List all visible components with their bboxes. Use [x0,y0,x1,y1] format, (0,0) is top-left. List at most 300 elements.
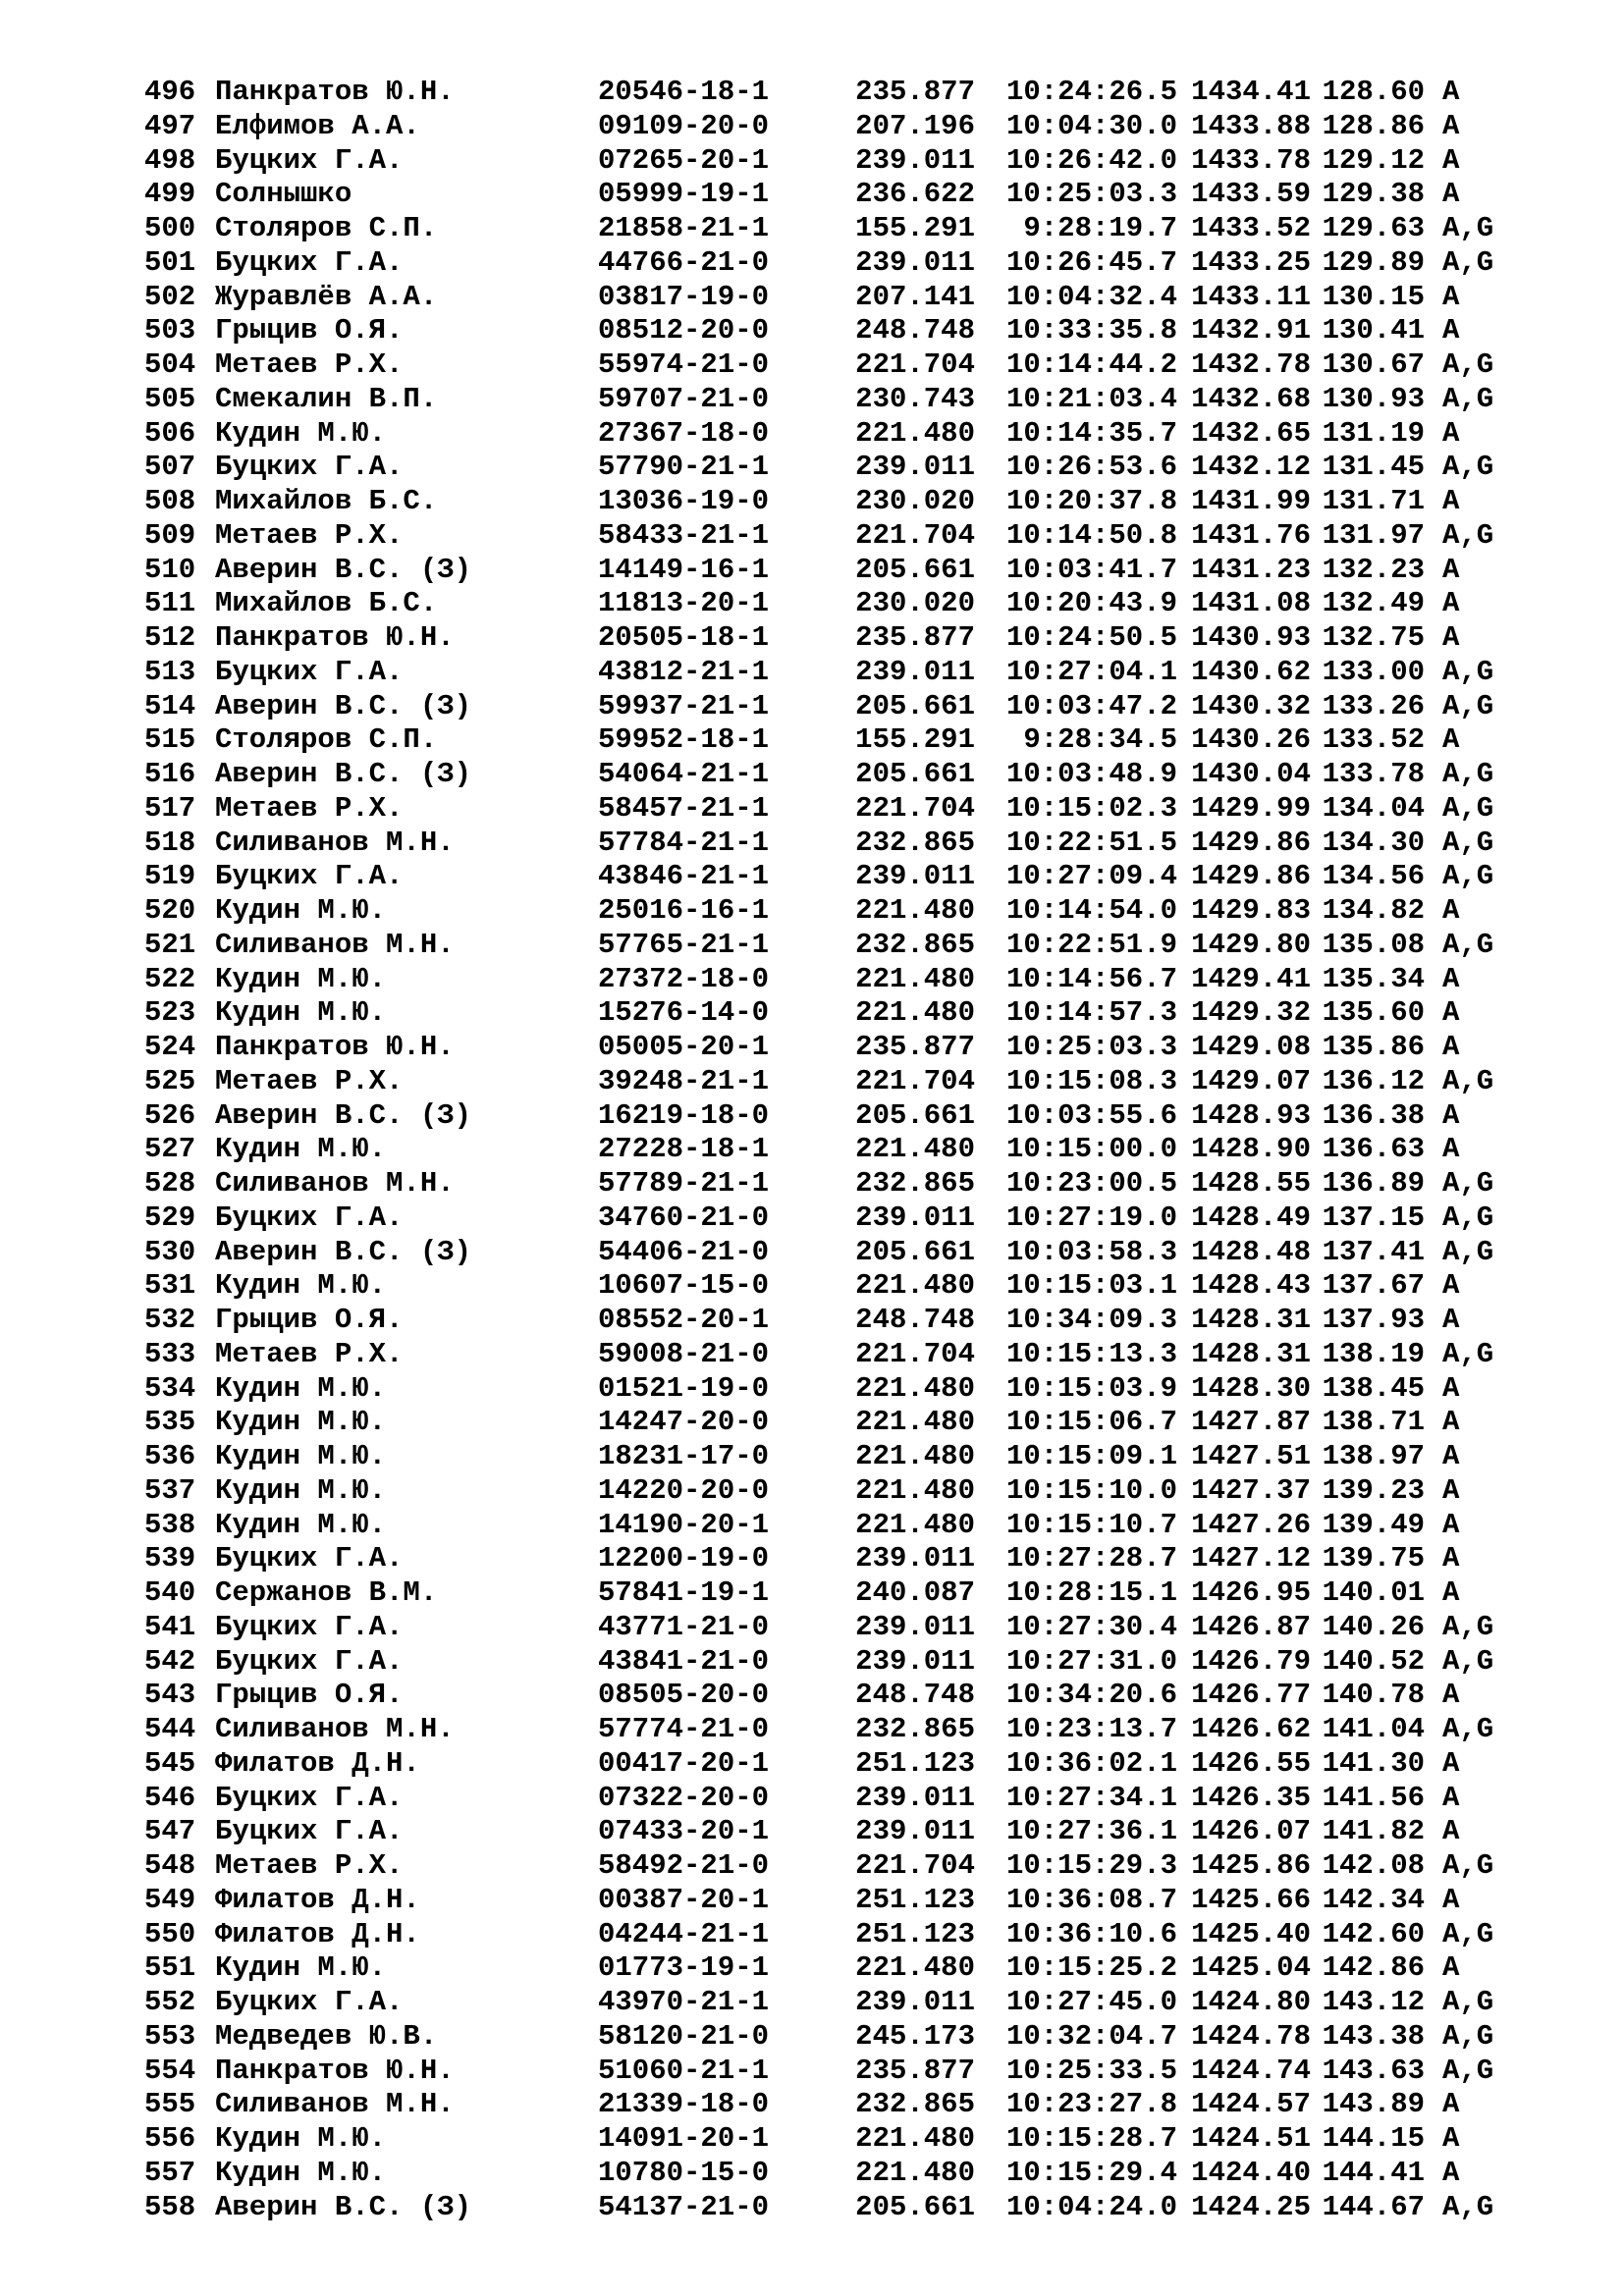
arrival-time: 10:20:37.8 [1005,485,1177,517]
place-number: 515 [144,723,196,757]
place-number: 555 [144,2088,196,2121]
speed-value: 1433.11 [1191,280,1311,313]
table-row [144,1440,1493,1474]
points-value: 138.45 [1322,1371,1425,1405]
flags: A [1442,587,1460,620]
pilot-name: Кудин М.Ю. [215,962,387,995]
distance-value: 230.020 [855,485,975,517]
table-row [144,2157,1493,2191]
flags: A [1442,1473,1460,1507]
speed-value: 1428.49 [1191,1201,1311,1234]
table-row [144,1645,1493,1680]
points-value: 144.41 [1322,2156,1425,2189]
speed-value: 1429.86 [1191,826,1311,859]
ring-id: 10607-15-0 [598,1269,770,1303]
speed-value: 1430.62 [1191,655,1311,688]
flags: A [1442,1542,1460,1575]
results-table [144,76,1493,2224]
flags: A,G [1442,348,1494,381]
pilot-name: Елфимов А.А. [215,109,420,142]
place-number: 503 [144,314,196,347]
points-value: 141.30 [1322,1746,1425,1780]
flags: A,G [1442,860,1494,893]
ring-id: 34760-21-0 [598,1201,770,1234]
flags: A [1442,1883,1460,1916]
flags: A [1442,894,1460,927]
speed-value: 1429.99 [1191,791,1311,825]
speed-value: 1433.88 [1191,109,1311,142]
speed-value: 1427.87 [1191,1406,1311,1439]
points-value: 137.41 [1322,1235,1425,1268]
table-row [144,1918,1493,1952]
distance-value: 239.011 [855,1815,975,1848]
flags: A,G [1442,758,1494,790]
ring-id: 57765-21-1 [598,928,770,961]
points-value: 144.67 [1322,2190,1425,2223]
arrival-time: 10:27:04.1 [1005,655,1177,688]
flags: A,G [1442,826,1494,859]
ring-id: 05005-20-1 [598,1031,770,1063]
speed-value: 1431.99 [1191,485,1311,517]
pilot-name: Смекалин В.П. [215,382,438,415]
pilot-name: Буцких Г.А. [215,1542,404,1575]
flags: A [1442,1440,1460,1472]
arrival-time: 10:26:42.0 [1005,143,1177,177]
pilot-name: Грыцив О.Я. [215,1304,404,1336]
ring-id: 14247-20-0 [598,1406,770,1439]
distance-value: 248.748 [855,1679,975,1712]
arrival-time: 10:22:51.9 [1005,928,1177,961]
pilot-name: Сержанов В.М. [215,1576,438,1609]
ring-id: 25016-16-1 [598,894,770,927]
flags: A,G [1442,1337,1494,1370]
place-number: 500 [144,212,196,244]
points-value: 138.97 [1322,1440,1425,1472]
points-value: 134.56 [1322,860,1425,893]
pilot-name: Аверин В.С. (З) [215,689,472,722]
distance-value: 232.865 [855,928,975,961]
place-number: 521 [144,928,196,961]
table-row [144,860,1493,894]
place-number: 499 [144,178,196,211]
arrival-time: 10:15:29.4 [1005,2156,1177,2189]
flags: A,G [1442,1167,1494,1200]
points-value: 132.75 [1322,621,1425,654]
flags: A,G [1442,2054,1494,2087]
flags: A,G [1442,245,1494,279]
place-number: 497 [144,109,196,142]
place-number: 541 [144,1610,196,1643]
table-row [144,758,1493,792]
table-row [144,1099,1493,1134]
distance-value: 221.480 [855,1473,975,1507]
points-value: 129.12 [1322,143,1425,177]
points-value: 144.15 [1322,2122,1425,2155]
distance-value: 248.748 [855,314,975,347]
points-value: 135.08 [1322,928,1425,961]
pilot-name: Грыцив О.Я. [215,314,404,347]
speed-value: 1430.32 [1191,689,1311,722]
speed-value: 1431.23 [1191,553,1311,586]
arrival-time: 10:36:10.6 [1005,1917,1177,1950]
points-value: 128.60 [1322,76,1425,108]
points-value: 133.00 [1322,655,1425,688]
table-row [144,110,1493,144]
pilot-name: Кудин М.Ю. [215,2122,387,2155]
arrival-time: 10:36:02.1 [1005,1746,1177,1780]
points-value: 138.19 [1322,1337,1425,1370]
arrival-time: 10:15:00.0 [1005,1133,1177,1166]
distance-value: 221.480 [855,1269,975,1303]
table-row [144,792,1493,827]
arrival-time: 10:33:35.8 [1005,314,1177,347]
distance-value: 221.480 [855,1951,975,1985]
flags: A [1442,1269,1460,1303]
arrival-time: 10:22:51.5 [1005,826,1177,859]
place-number: 524 [144,1031,196,1063]
arrival-time: 10:27:28.7 [1005,1542,1177,1575]
speed-value: 1424.78 [1191,2019,1311,2053]
speed-value: 1433.52 [1191,212,1311,244]
points-value: 131.19 [1322,416,1425,450]
arrival-time: 10:14:57.3 [1005,996,1177,1030]
distance-value: 221.480 [855,894,975,927]
ring-id: 59937-21-1 [598,689,770,722]
arrival-time: 10:14:56.7 [1005,962,1177,995]
ring-id: 54137-21-0 [598,2190,770,2223]
speed-value: 1431.08 [1191,587,1311,620]
arrival-time: 9:28:19.7 [1023,212,1177,244]
points-value: 131.45 [1322,451,1425,484]
arrival-time: 10:14:35.7 [1005,416,1177,450]
pilot-name: Панкратов Ю.Н. [215,76,455,108]
distance-value: 232.865 [855,1713,975,1745]
ring-id: 20546-18-1 [598,76,770,108]
points-value: 133.78 [1322,758,1425,790]
ring-id: 03817-19-0 [598,280,770,313]
points-value: 142.08 [1322,1849,1425,1882]
points-value: 143.38 [1322,2019,1425,2053]
points-value: 142.60 [1322,1917,1425,1950]
table-row [144,1167,1493,1201]
flags: A [1442,1508,1460,1541]
ring-id: 27228-18-1 [598,1133,770,1166]
place-number: 550 [144,1917,196,1950]
distance-value: 207.196 [855,109,975,142]
ring-id: 08552-20-1 [598,1304,770,1336]
pilot-name: Кудин М.Ю. [215,1133,387,1166]
pilot-name: Журавлёв А.А. [215,280,438,313]
speed-value: 1429.41 [1191,962,1311,995]
distance-value: 235.877 [855,2054,975,2087]
points-value: 134.30 [1322,826,1425,859]
points-value: 129.38 [1322,178,1425,211]
pilot-name: Кудин М.Ю. [215,2156,387,2189]
place-number: 535 [144,1406,196,1439]
ring-id: 43812-21-1 [598,655,770,688]
pilot-name: Кудин М.Ю. [215,1269,387,1303]
ring-id: 14220-20-0 [598,1473,770,1507]
arrival-time: 10:15:28.7 [1005,2122,1177,2155]
ring-id: 08505-20-0 [598,1679,770,1712]
pilot-name: Буцких Г.А. [215,1781,404,1814]
table-row [144,519,1493,554]
arrival-time: 10:23:00.5 [1005,1167,1177,1200]
table-row [144,1201,1493,1236]
speed-value: 1433.78 [1191,143,1311,177]
arrival-time: 10:25:33.5 [1005,2054,1177,2087]
ring-id: 57784-21-1 [598,826,770,859]
place-number: 543 [144,1679,196,1712]
table-row [144,1884,1493,1918]
flags: A,G [1442,791,1494,825]
place-number: 510 [144,553,196,586]
flags: A [1442,1815,1460,1848]
distance-value: 221.480 [855,2122,975,2155]
speed-value: 1427.51 [1191,1440,1311,1472]
flags: A [1442,1098,1460,1132]
ring-id: 21339-18-0 [598,2088,770,2121]
speed-value: 1428.93 [1191,1098,1311,1132]
arrival-time: 10:21:03.4 [1005,382,1177,415]
ring-id: 14190-20-1 [598,1508,770,1541]
ring-id: 57774-21-0 [598,1713,770,1745]
table-row [144,76,1493,110]
points-value: 135.34 [1322,962,1425,995]
pilot-name: Буцких Г.А. [215,1644,404,1678]
speed-value: 1432.65 [1191,416,1311,450]
place-number: 542 [144,1644,196,1678]
flags: A,G [1442,1986,1494,2018]
points-value: 129.63 [1322,212,1425,244]
arrival-time: 10:04:30.0 [1005,109,1177,142]
arrival-time: 10:32:04.7 [1005,2019,1177,2053]
pilot-name: Столяров С.П. [215,723,438,757]
flags: A,G [1442,928,1494,961]
ring-id: 44766-21-0 [598,245,770,279]
distance-value: 221.480 [855,416,975,450]
speed-value: 1426.55 [1191,1746,1311,1780]
pilot-name: Аверин В.С. (З) [215,1098,472,1132]
flags: A,G [1442,1064,1494,1097]
distance-value: 205.661 [855,1098,975,1132]
table-row [144,314,1493,348]
distance-value: 240.087 [855,1576,975,1609]
flags: A,G [1442,1235,1494,1268]
pilot-name: Аверин В.С. (З) [215,553,472,586]
ring-id: 01521-19-0 [598,1371,770,1405]
speed-value: 1429.32 [1191,996,1311,1030]
table-row [144,2055,1493,2089]
arrival-time: 10:20:43.9 [1005,587,1177,620]
table-row [144,1747,1493,1782]
table-row [144,1713,1493,1747]
place-number: 525 [144,1064,196,1097]
flags: A [1442,996,1460,1030]
table-row [144,1065,1493,1099]
points-value: 140.78 [1322,1679,1425,1712]
distance-value: 251.123 [855,1917,975,1950]
flags: A [1442,1576,1460,1609]
ring-id: 13036-19-0 [598,485,770,517]
pilot-name: Кудин М.Ю. [215,894,387,927]
ring-id: 58120-21-0 [598,2019,770,2053]
ring-id: 43970-21-1 [598,1986,770,2018]
distance-value: 239.011 [855,143,975,177]
speed-value: 1426.35 [1191,1781,1311,1814]
points-value: 136.89 [1322,1167,1425,1200]
ring-id: 05999-19-1 [598,178,770,211]
arrival-time: 10:04:32.4 [1005,280,1177,313]
ring-id: 51060-21-1 [598,2054,770,2087]
distance-value: 221.480 [855,1371,975,1405]
points-value: 133.52 [1322,723,1425,757]
speed-value: 1427.26 [1191,1508,1311,1541]
ring-id: 08512-20-0 [598,314,770,347]
pilot-name: Силиванов М.Н. [215,1167,455,1200]
points-value: 132.49 [1322,587,1425,620]
flags: A [1442,280,1460,313]
points-value: 139.23 [1322,1473,1425,1507]
table-row [144,554,1493,588]
ring-id: 07433-20-1 [598,1815,770,1848]
table-row [144,1542,1493,1576]
flags: A [1442,1951,1460,1985]
arrival-time: 10:24:26.5 [1005,76,1177,108]
pilot-name: Кудин М.Ю. [215,1473,387,1507]
speed-value: 1428.30 [1191,1371,1311,1405]
pilot-name: Силиванов М.Н. [215,826,455,859]
arrival-time: 10:15:13.3 [1005,1337,1177,1370]
pilot-name: Панкратов Ю.Н. [215,2054,455,2087]
flags: A [1442,1304,1460,1336]
table-row [144,1849,1493,1884]
arrival-time: 10:15:25.2 [1005,1951,1177,1985]
table-row [144,1236,1493,1270]
points-value: 133.26 [1322,689,1425,722]
place-number: 513 [144,655,196,688]
pilot-name: Кудин М.Ю. [215,996,387,1030]
pilot-name: Силиванов М.Н. [215,1713,455,1745]
pilot-name: Кудин М.Ю. [215,1371,387,1405]
table-row [144,178,1493,212]
pilot-name: Грыцив О.Я. [215,1679,404,1712]
points-value: 140.26 [1322,1610,1425,1643]
flags: A,G [1442,451,1494,484]
ring-id: 04244-21-1 [598,1917,770,1950]
pilot-name: Кудин М.Ю. [215,1951,387,1985]
ring-id: 14091-20-1 [598,2122,770,2155]
place-number: 546 [144,1781,196,1814]
ring-id: 11813-20-1 [598,587,770,620]
table-row [144,1031,1493,1065]
table-row [144,1951,1493,1986]
distance-value: 205.661 [855,2190,975,2223]
place-number: 544 [144,1713,196,1745]
place-number: 556 [144,2122,196,2155]
points-value: 135.86 [1322,1031,1425,1063]
pilot-name: Аверин В.С. (З) [215,758,472,790]
table-row [144,1679,1493,1713]
speed-value: 1428.31 [1191,1304,1311,1336]
table-row [144,281,1493,315]
speed-value: 1426.07 [1191,1815,1311,1848]
table-row [144,656,1493,690]
arrival-time: 10:26:45.7 [1005,245,1177,279]
table-row [144,1372,1493,1407]
distance-value: 239.011 [855,860,975,893]
speed-value: 1426.77 [1191,1679,1311,1712]
distance-value: 205.661 [855,1235,975,1268]
distance-value: 236.622 [855,178,975,211]
arrival-time: 10:14:50.8 [1005,518,1177,552]
flags: A [1442,962,1460,995]
table-row [144,723,1493,758]
distance-value: 239.011 [855,1201,975,1234]
table-row [144,1611,1493,1645]
place-number: 537 [144,1473,196,1507]
pilot-name: Буцких Г.А. [215,451,404,484]
distance-value: 155.291 [855,723,975,757]
pilot-name: Силиванов М.Н. [215,2088,455,2121]
distance-value: 221.704 [855,518,975,552]
arrival-time: 10:15:29.3 [1005,1849,1177,1882]
place-number: 530 [144,1235,196,1268]
distance-value: 221.480 [855,962,975,995]
arrival-time: 10:27:31.0 [1005,1644,1177,1678]
pilot-name: Кудин М.Ю. [215,1440,387,1472]
points-value: 130.41 [1322,314,1425,347]
speed-value: 1427.12 [1191,1542,1311,1575]
place-number: 509 [144,518,196,552]
table-row [144,144,1493,179]
speed-value: 1426.62 [1191,1713,1311,1745]
points-value: 143.63 [1322,2054,1425,2087]
ring-id: 21858-21-1 [598,212,770,244]
table-row [144,1474,1493,1509]
points-value: 143.89 [1322,2088,1425,2121]
arrival-time: 10:36:08.7 [1005,1883,1177,1916]
pilot-name: Столяров С.П. [215,212,438,244]
arrival-time: 10:24:50.5 [1005,621,1177,654]
ring-id: 58492-21-0 [598,1849,770,1882]
ring-id: 01773-19-1 [598,1951,770,1985]
ring-id: 59008-21-0 [598,1337,770,1370]
pilot-name: Метаев Р.Х. [215,518,404,552]
flags: A,G [1442,1201,1494,1234]
pilot-name: Панкратов Ю.Н. [215,621,455,654]
arrival-time: 10:03:58.3 [1005,1235,1177,1268]
table-row [144,1576,1493,1611]
distance-value: 221.480 [855,1440,975,1472]
flags: A,G [1442,1917,1494,1950]
speed-value: 1428.43 [1191,1269,1311,1303]
table-row [144,2122,1493,2157]
flags: A [1442,1031,1460,1063]
arrival-time: 10:27:30.4 [1005,1610,1177,1643]
table-row [144,1986,1493,2020]
flags: A,G [1442,518,1494,552]
speed-value: 1428.31 [1191,1337,1311,1370]
arrival-time: 10:25:03.3 [1005,178,1177,211]
speed-value: 1425.86 [1191,1849,1311,1882]
distance-value: 232.865 [855,1167,975,1200]
place-number: 533 [144,1337,196,1370]
points-value: 128.86 [1322,109,1425,142]
arrival-time: 10:15:08.3 [1005,1064,1177,1097]
speed-value: 1432.12 [1191,451,1311,484]
table-row [144,1338,1493,1372]
